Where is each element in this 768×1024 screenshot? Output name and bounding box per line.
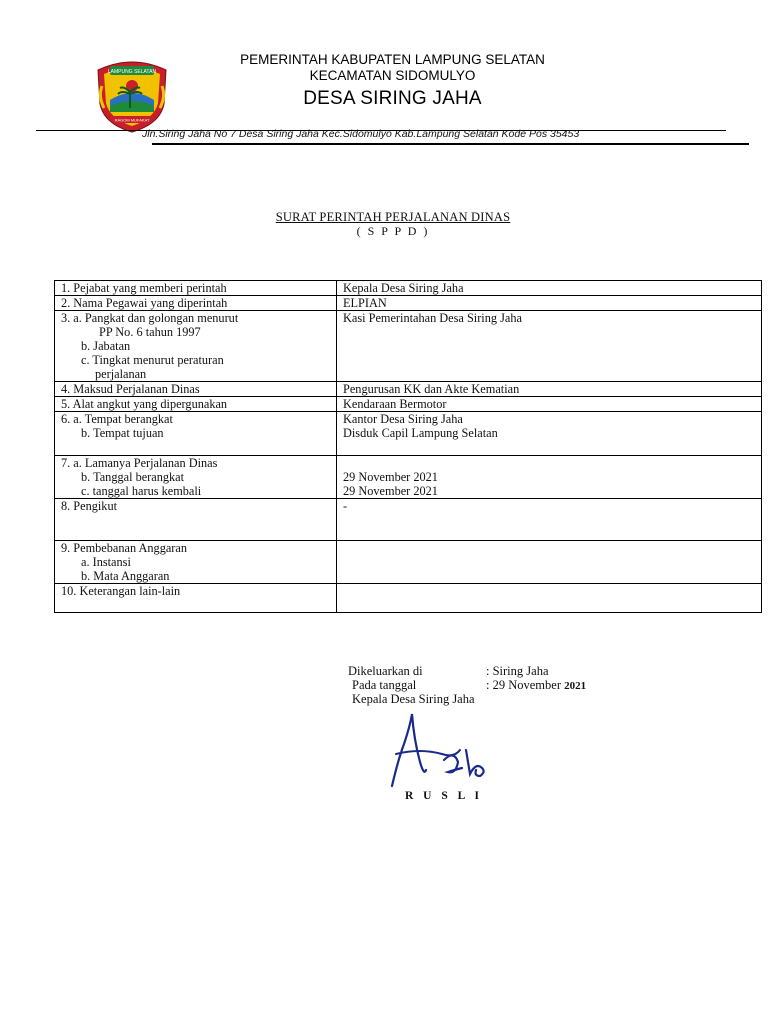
row-value: Kendaraan Bermotor — [337, 397, 762, 412]
letterhead-regency: PEMERINTAH KABUPATEN LAMPUNG SELATAN — [240, 52, 545, 67]
row-label: 6. a. Tempat berangkat — [61, 412, 173, 426]
date-value: : 29 November — [486, 678, 561, 692]
row-value-group — [337, 412, 762, 456]
row-label: 3. a. Pangkat dan golongan menurut — [61, 311, 239, 325]
row-label: perjalanan — [95, 367, 147, 381]
row-value: Kepala Desa Siring Jaha — [337, 281, 762, 296]
row-label: 7. a. Lamanya Perjalanan Dinas — [61, 456, 218, 470]
row-value — [337, 541, 762, 584]
row-label: 8. Pengikut — [55, 499, 337, 541]
row-value — [337, 584, 762, 613]
letterhead-address: Jln.Siring Jaha No 7 Desa Siring Jaha Kec.Sidomulyo Kab.Lampung Selatan Kode Pos 35453 — [142, 128, 580, 140]
table-row — [55, 281, 762, 296]
row-label: a. Instansi — [81, 555, 131, 569]
date-year: 2021 — [564, 680, 587, 692]
table-row — [55, 296, 762, 311]
row-label-group — [55, 456, 337, 499]
row-label-group — [55, 311, 337, 382]
row-label-group — [55, 412, 337, 456]
row-value: ELPIAN — [337, 296, 762, 311]
table-row — [55, 382, 762, 397]
signer-name: R U S L I — [405, 790, 483, 802]
sppd-table — [54, 280, 762, 613]
row-label: b. Tanggal berangkat — [81, 470, 185, 484]
row-value-group — [337, 456, 762, 499]
table-row — [55, 456, 762, 499]
table-row — [55, 584, 762, 613]
row-label: 9. Pembebanan Anggaran — [61, 541, 188, 555]
document-subtitle: ( S P P D ) — [356, 224, 430, 238]
header-divider-thick — [152, 143, 749, 145]
signer-position: Kepala Desa Siring Jaha — [352, 692, 475, 706]
document-title: SURAT PERINTAH PERJALANAN DINAS — [275, 210, 511, 224]
row-value: Kantor Desa Siring Jaha — [343, 412, 463, 426]
row-label: b. Tempat tujuan — [81, 426, 164, 440]
row-label: 2. Nama Pegawai yang diperintah — [55, 296, 337, 311]
table-row — [55, 499, 762, 541]
row-label: 10. Keterangan lain-lain — [55, 584, 337, 613]
issued-value: : Siring Jaha — [486, 664, 549, 678]
logo-bottom-text: RAGOM MUFAKAT — [114, 117, 150, 123]
table-row — [55, 541, 762, 584]
row-value: - — [337, 499, 762, 541]
row-label: 1. Pejabat yang memberi perintah — [55, 281, 337, 296]
row-label: b. Jabatan — [81, 339, 131, 353]
table-row — [55, 311, 762, 382]
row-value: Pengurusan KK dan Akte Kematian — [337, 382, 762, 397]
letterhead-district: KECAMATAN SIDOMULYO — [309, 68, 476, 83]
date-value-line — [486, 678, 586, 693]
logo-top-text: LAMPUNG SELATAN — [107, 69, 157, 75]
row-label: c. tanggal harus kembali — [81, 484, 202, 498]
row-value: 29 November 2021 — [343, 470, 438, 484]
row-label: 4. Maksud Perjalanan Dinas — [55, 382, 337, 397]
row-label: 5. Alat angkut yang dipergunakan — [55, 397, 337, 412]
letterhead-village: DESA SIRING JAHA — [303, 88, 482, 109]
issued-label: Dikeluarkan di — [348, 664, 423, 678]
row-value: Disduk Capil Lampung Selatan — [343, 426, 498, 440]
row-value: 29 November 2021 — [343, 484, 438, 498]
row-value: Kasi Pemerintahan Desa Siring Jaha — [337, 311, 762, 382]
handwritten-signature — [390, 710, 500, 790]
row-label: b. Mata Anggaran — [81, 569, 170, 583]
row-label: PP No. 6 tahun 1997 — [99, 325, 201, 339]
date-label: Pada tanggal — [352, 678, 417, 692]
lampung-selatan-emblem — [94, 56, 170, 134]
table-row — [55, 412, 762, 456]
row-label-group — [55, 541, 337, 584]
row-label: c. Tingkat menurut peraturan — [81, 353, 224, 367]
table-row — [55, 397, 762, 412]
